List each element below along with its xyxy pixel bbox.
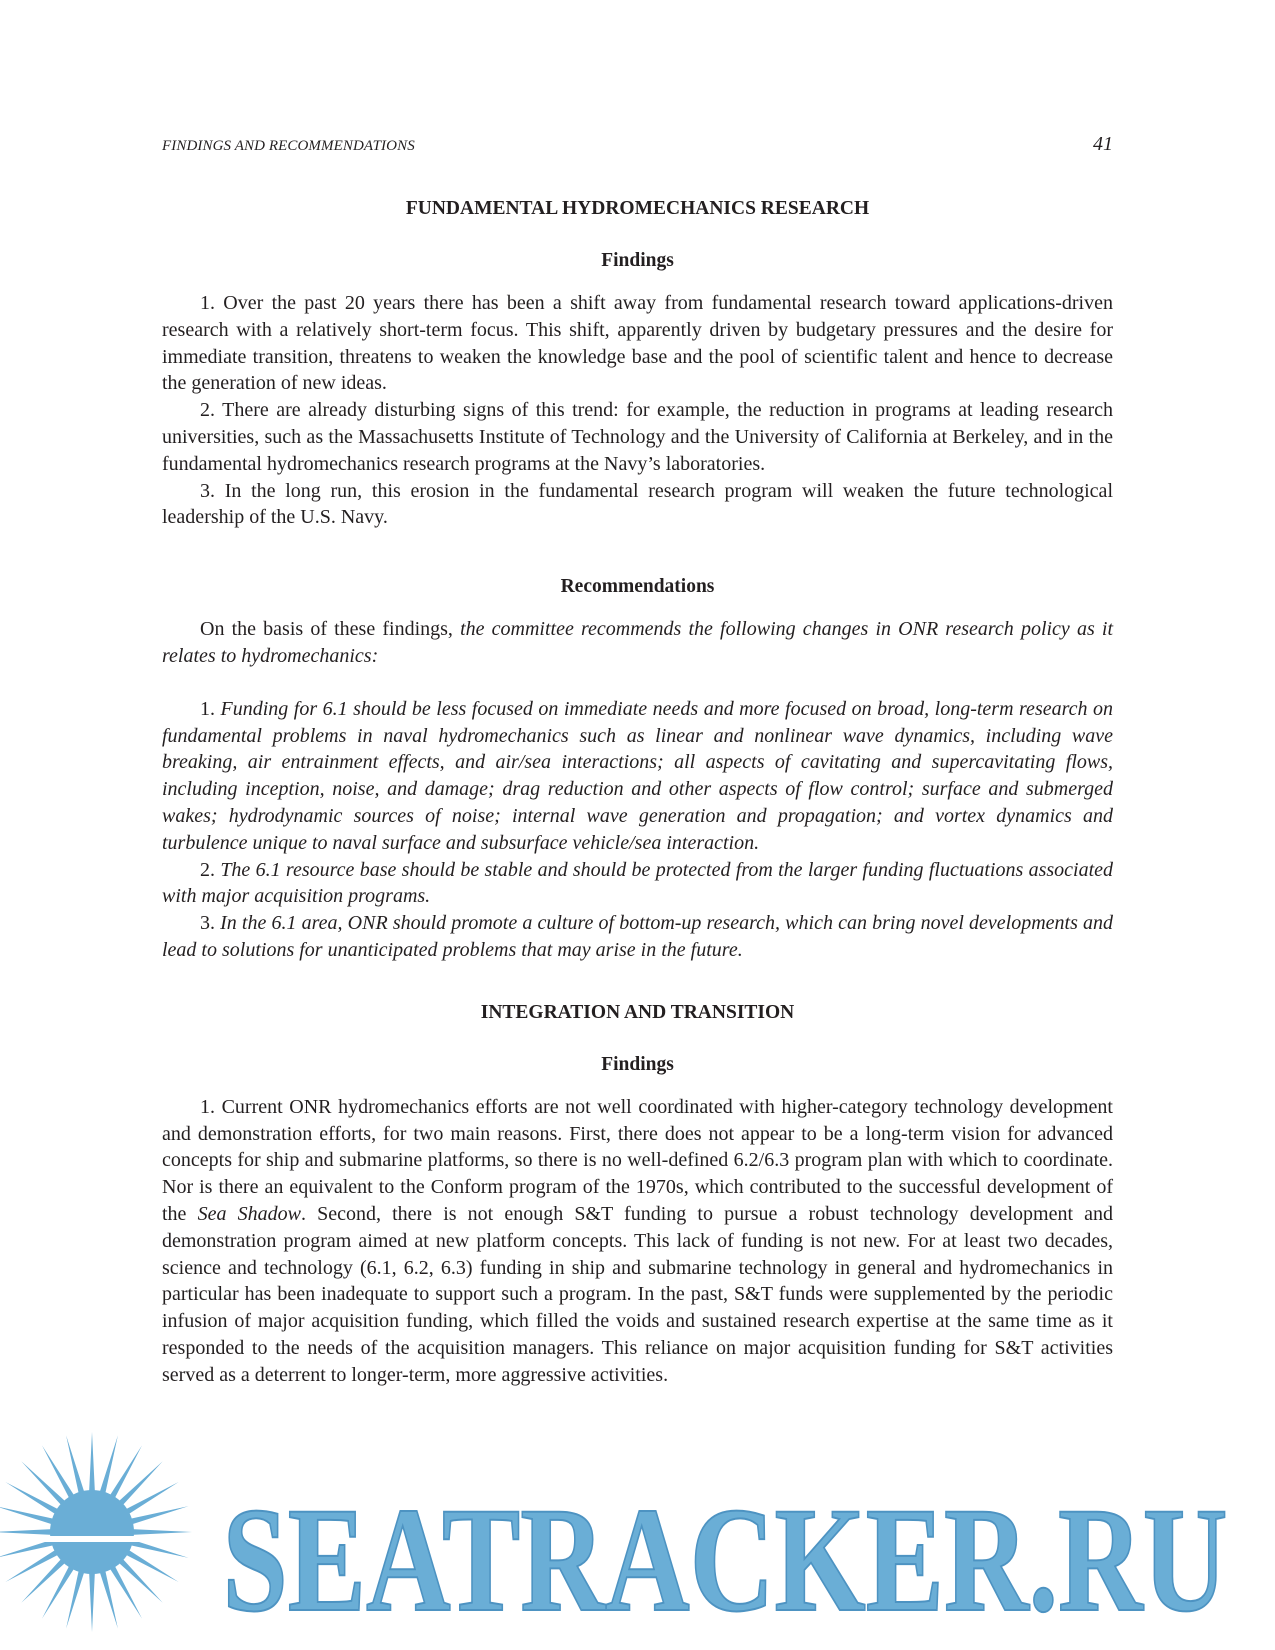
- finding-paragraph: [162, 1094, 1113, 1389]
- recommendation-number: 2.: [200, 858, 221, 881]
- recommendations-intro: [162, 616, 1113, 670]
- recommendations-heading: Recommendations: [560, 576, 715, 598]
- recommendation-paragraph: [162, 910, 1113, 964]
- findings-list: [162, 290, 1113, 531]
- finding-paragraph: 3. In the long run, this erosion in the fundamental research program will weaken the future technological leadership of the U.S. Navy.: [162, 479, 1113, 529]
- page-number: 41: [1093, 133, 1113, 155]
- section-title-hydromechanics: FUNDAMENTAL HYDROMECHANICS RESEARCH: [405, 198, 870, 219]
- sun-icon: [0, 1432, 192, 1632]
- recommendation-number: 3.: [200, 912, 221, 935]
- rec-intro-plain: On the basis of these findings,: [200, 618, 461, 641]
- sun-disc: [50, 1490, 134, 1574]
- page-body: [162, 196, 1113, 1389]
- recommendation-text: Funding for 6.1 should be less focused on immediate needs and more focused on broad, long-term research on fundamental problems in naval hydromechanics such as linear and nonlinear wave dynamics, including wave breaking, air entrainment effects, and air/sea interactions; all aspects of cavitating and supercavitating flows, including inception, noise, and damage; drag reduction and other aspects of flow control; surface and submerged wakes; hydrodynamic sources of noise; internal wave generation and propagation; and vortex dynamics and turbulence unique to naval surface and subsurface vehicle/sea interaction.: [162, 697, 1114, 854]
- finding-paragraph: 2. There are already disturbing signs of this trend: for example, the reduction in programs at leading research universities, such as the Massachusetts Institute of Technology and the University of California at Berkeley, and in the fundamental hydromechanics research programs at the Navy’s laboratories.: [162, 399, 1113, 475]
- findings-heading: Findings: [601, 250, 674, 271]
- sun-horizon-band: [32, 1536, 152, 1542]
- finding-text: . Second, there is not enough S&T funding to pursue a robust technology development and demonstration program aimed at new platform concepts. This lack of funding is not new. For at least two decades, science and technology (6.1, 6.2, 6.3) funding in ship and submarine technology in general and hydromechanics in particular has been inadequate to support such a program. In the past, S&T funds were supplemented by the periodic infusion of major acquisition funding, which filled the voids and sustained research expertise at the same time as it responded to the needs of the acquisition managers. This reliance on major acquisition funding for S&T activities served as a deterrent to longer-term, more aggressive activities.: [162, 1202, 1114, 1386]
- running-title: FINDINGS AND RECOMMENDATIONS: [162, 138, 415, 154]
- recommendation-paragraph: [162, 696, 1113, 857]
- watermark-banner: [0, 1432, 1275, 1650]
- recommendations-list: [162, 696, 1113, 964]
- finding-text: 1. Current ONR hydromechanics efforts are not well coordinated with higher-category technology development and demonstration efforts, for two main reasons. First, there does not appear to be a long-term vision for advanced concepts for ship and submarine platforms, so there is no well-defined 6.2/6.3 program plan with which to coordinate. Nor is there an equivalent to the Conform program of the 1970s, which contributed to the successful development of the: [162, 1095, 1113, 1225]
- findings-heading: Findings: [601, 1053, 674, 1075]
- recommendation-text: The 6.1 resource base should be stable and should be protected from the larger funding fluctuations associated with major acquisition programs.: [162, 858, 1114, 908]
- watermark-graphic: [0, 1432, 1275, 1650]
- rec-intro-italic: the committee recommends the following changes in ONR research policy as it relates to hydromechanics:: [162, 618, 1114, 667]
- watermark-text: SEATRACKER.RU: [222, 1477, 1228, 1643]
- finding-paragraph: 1. Over the past 20 years there has been a shift away from fundamental research toward applications-driven research with a relatively short-term focus. This shift, apparently driven by budgetary pressures and the desire for immediate transition, threatens to weaken the knowledge base and the pool of scientific talent and hence to decrease the generation of new ideas.: [162, 292, 1113, 395]
- recommendation-text: In the 6.1 area, ONR should promote a culture of bottom-up research, which can bring novel developments and lead to solutions for unanticipated problems that may arise in the future.: [162, 912, 1113, 961]
- recommendation-paragraph: [162, 857, 1113, 911]
- section-title-integration: INTEGRATION AND TRANSITION: [480, 1001, 795, 1023]
- recommendation-number: 1.: [200, 697, 221, 720]
- running-head: [162, 133, 1113, 156]
- ship-name: Sea Shadow: [197, 1202, 301, 1225]
